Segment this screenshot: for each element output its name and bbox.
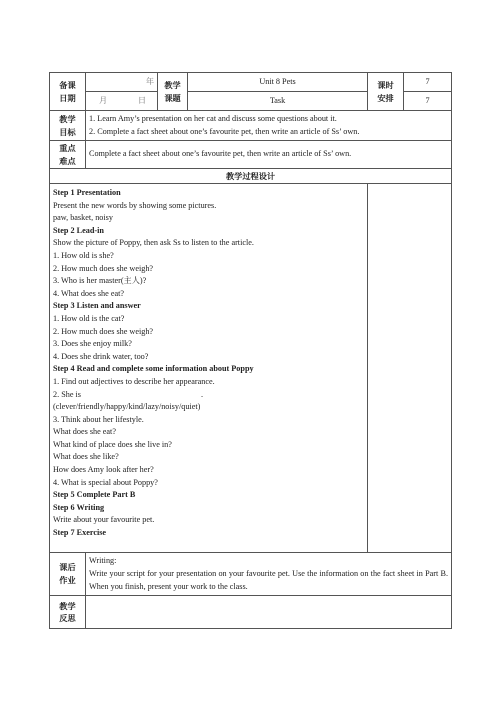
key-points-content: Complete a fact sheet about one’s favourite pet, then write an article of Ss’ own.: [86, 141, 452, 169]
process-step-heading: Step 3 Listen and answer: [53, 301, 141, 311]
reflection-row: [50, 596, 452, 629]
reflection-label: 教学 反思: [50, 596, 86, 629]
header-row-1: [50, 73, 452, 92]
periods-label: 课时 安排: [368, 73, 404, 111]
process-step-heading: Step 7 Exercise: [53, 528, 107, 538]
process-line: 2. How much does she weigh?: [53, 326, 154, 336]
process-step-heading: Step 5 Complete Part B: [53, 490, 136, 500]
topic-title: Unit 8 Pets: [188, 73, 368, 92]
reflection-content: [86, 596, 452, 629]
objectives-content: [86, 111, 452, 141]
process-line: 2. How much does she weigh?: [53, 263, 154, 273]
objective-item-1: 1. Learn Amy’s presentation on her cat and discuss some questions about it.: [89, 113, 337, 123]
process-line: How does Amy look after her?: [53, 465, 154, 475]
process-line: 4. Does she drink water, too?: [53, 351, 149, 361]
homework-text: Write your script for your presentation on your favourite pet. Use the information on the fact sheet in Part B. When you finish, present your work to the class.: [89, 568, 449, 591]
process-step-heading: Step 1 Presentation: [53, 188, 121, 197]
lesson-plan-table: [49, 72, 452, 629]
topic-subtitle: Task: [188, 92, 368, 111]
process-line: 3. Does she enjoy milk?: [53, 339, 132, 349]
year-cell: 年: [86, 73, 158, 92]
homework-row: [50, 553, 452, 596]
process-row: [50, 184, 452, 553]
process-step-heading: Step 2 Lead-in: [53, 225, 104, 235]
process-line: What does she like?: [53, 452, 119, 462]
process-line: 4. What does she eat?: [53, 288, 125, 298]
process-line: 1. How old is the cat?: [53, 313, 125, 323]
process-title-row: [50, 169, 452, 184]
process-line: 1. Find out adjectives to describe her appearance.: [53, 376, 215, 386]
process-content: [50, 184, 368, 553]
key-points-row: [50, 141, 452, 169]
process-title: 教学过程设计: [50, 169, 452, 184]
process-line: paw, basket, noisy: [53, 213, 113, 223]
process-line: 3. Who is her master(主人)?: [53, 276, 147, 286]
process-line: Write about your favourite pet.: [53, 515, 155, 525]
period-value-2: 7: [404, 92, 452, 111]
process-step-heading: Step 6 Writing: [53, 502, 105, 512]
process-line: (clever/friendly/happy/kind/lazy/noisy/quiet): [53, 402, 201, 412]
month-label: 月: [99, 95, 108, 105]
process-line: 4. What is special about Poppy?: [53, 477, 158, 487]
homework-content: [86, 553, 452, 596]
objectives-row: [50, 111, 452, 141]
process-line: 2. She is .: [53, 389, 204, 399]
process-step-heading: Step 4 Read and complete some information about Poppy: [53, 364, 254, 374]
day-label: 日: [137, 95, 147, 105]
lesson-topic-label: 教学 课题: [158, 73, 188, 111]
prep-date-label: 备课 日期: [50, 73, 86, 111]
process-line: What does she eat?: [53, 427, 116, 437]
process-line: Present the new words by showing some pictures.: [53, 200, 217, 210]
period-value-1: 7: [404, 73, 452, 92]
homework-title: Writing:: [89, 556, 117, 565]
process-notes-column: [368, 184, 452, 553]
process-line: 3. Think about her lifestyle.: [53, 414, 144, 424]
process-line: Show the picture of Poppy, then ask Ss to listen to the article.: [53, 238, 254, 248]
key-points-label: 重点 难点: [50, 141, 86, 169]
process-line: What kind of place does she live in?: [53, 439, 172, 449]
month-day-cell: [86, 92, 158, 111]
objective-item-2: 2. Complete a fact sheet about one’s favourite pet, then write an article of Ss’ own.: [89, 126, 360, 136]
homework-label: 课后 作业: [50, 553, 86, 596]
objectives-label: 教学 目标: [50, 111, 86, 141]
process-line: 1. How old is she?: [53, 250, 114, 260]
